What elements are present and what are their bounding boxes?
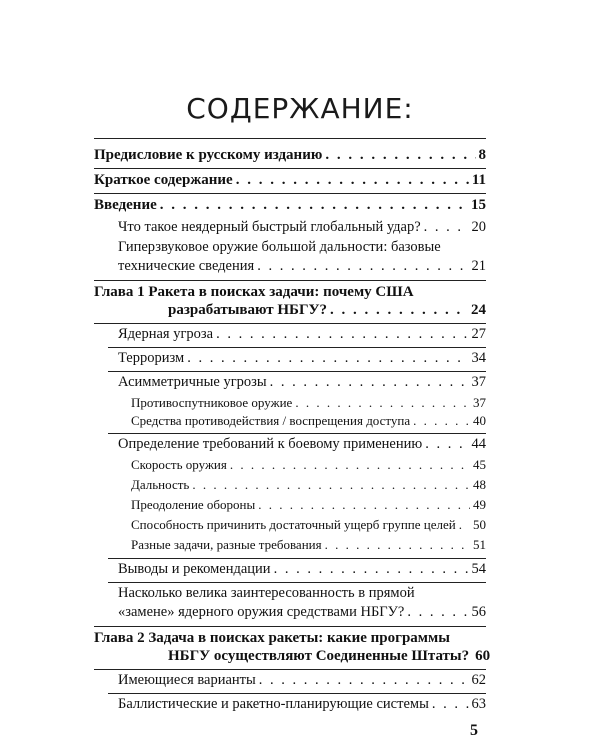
toc-entry-options[interactable]	[118, 672, 486, 689]
toc-entry-text: Что такое неядерный быстрый глобальный удар?	[118, 219, 421, 235]
toc-entry-asat[interactable]	[131, 395, 486, 411]
toc-entry-text: НБГУ осуществляют Соединенные Штаты?	[168, 648, 470, 664]
toc-entry-chapter1[interactable]	[168, 302, 486, 319]
toc-entry-nuclear-threat[interactable]	[118, 326, 486, 343]
toc-entry-text: Терроризм	[118, 350, 185, 366]
toc-entry-text: Баллистические и ракетно-планирующие системы	[118, 696, 429, 712]
dot-leader	[259, 672, 469, 689]
separator	[108, 347, 486, 348]
toc-entry-text: Выводы и рекомендации	[118, 561, 271, 577]
toc-entry-text: Средства противодействия / воспрещения доступа	[131, 413, 411, 428]
toc-entry-speed[interactable]	[131, 457, 486, 473]
separator	[108, 693, 486, 694]
toc-entry-text: Имеющиеся варианты	[118, 672, 256, 688]
toc-chapter1-line1[interactable]: Глава 1 Ракета в поисках задачи: почему США	[94, 284, 414, 300]
dot-leader	[459, 517, 470, 533]
toc-entry-text: «замене» ядерного оружия средствами НБГУ?	[118, 604, 405, 620]
toc-entry-different-tasks[interactable]	[131, 537, 486, 553]
toc-entry-page: 49	[473, 497, 486, 512]
toc-entry-chapter2[interactable]	[168, 648, 491, 665]
toc-entry-text: Противоспутниковое оружие	[131, 395, 293, 410]
toc-entry-text: Предисловие к русскому изданию	[94, 147, 323, 163]
toc-entry-page: 63	[471, 696, 486, 712]
toc-entry-text: Разные задачи, разные требования	[131, 537, 322, 552]
toc-entry-damage[interactable]	[131, 517, 486, 533]
toc-entry-page: 48	[473, 477, 486, 492]
dot-leader	[330, 302, 468, 319]
dot-leader	[274, 561, 469, 578]
toc-entry-ballistic[interactable]	[118, 696, 486, 713]
toc-entry-replacement-line1[interactable]: Насколько велика заинтересованность в прямой	[118, 585, 415, 601]
separator	[94, 626, 486, 627]
dot-leader	[230, 457, 470, 473]
toc-entry-page: 34	[471, 350, 486, 366]
toc-chapter2-line1[interactable]: Глава 2 Задача в поисках ракеты: какие программы	[94, 630, 450, 646]
dot-leader	[187, 350, 468, 367]
toc-entry-text: Асимметричные угрозы	[118, 374, 267, 390]
separator	[108, 371, 486, 372]
separator	[94, 323, 486, 324]
toc-entry-page: 15	[471, 197, 486, 213]
toc-entry-page: 20	[471, 219, 486, 235]
dot-leader	[257, 258, 468, 275]
dot-leader	[413, 413, 470, 429]
toc-entry-page: 45	[473, 457, 486, 472]
page-number: 5	[470, 722, 478, 739]
toc-entry-page: 27	[471, 326, 486, 342]
dot-leader	[270, 374, 469, 391]
dot-leader	[424, 219, 469, 236]
toc-entry-page: 51	[473, 537, 486, 552]
toc-entry-hypersonic-line1[interactable]: Гиперзвуковое оружие большой дальности: базовые	[118, 239, 441, 255]
dot-leader	[407, 604, 468, 621]
toc-entry-page: 60	[475, 648, 491, 664]
toc-entry-introduction[interactable]	[94, 197, 486, 214]
toc-entry-text: Введение	[94, 197, 157, 213]
toc-entry-page: 40	[473, 413, 486, 428]
dot-leader	[160, 197, 468, 214]
separator	[94, 168, 486, 169]
toc-entry-page: 62	[471, 672, 486, 688]
toc-entry-text: Ядерная угроза	[118, 326, 214, 342]
toc-entry-page: 11	[471, 172, 486, 188]
dot-leader	[425, 436, 468, 453]
separator	[108, 433, 486, 434]
dot-leader	[325, 537, 470, 553]
toc-entry-page: 44	[471, 436, 486, 452]
toc-entry-text: Краткое содержание	[94, 172, 233, 188]
toc-entry-text: Скорость оружия	[131, 457, 227, 472]
toc-entry-page: 37	[471, 374, 486, 390]
toc-entry-cpgs[interactable]	[118, 219, 486, 236]
toc-entry-text: разрабатывают НБГУ?	[168, 302, 328, 318]
toc-entry-page: 37	[473, 395, 486, 410]
toc-entry-a2ad[interactable]	[131, 413, 486, 429]
dot-leader	[192, 477, 470, 493]
dot-leader	[236, 172, 469, 189]
toc-entry-conclusions[interactable]	[118, 561, 486, 578]
toc-entry-text: Способность причинить достаточный ущерб группе целей	[131, 517, 456, 532]
separator	[94, 669, 486, 670]
toc-entry-text: Дальность	[131, 477, 190, 492]
toc-entry-terrorism[interactable]	[118, 350, 486, 367]
dot-leader	[258, 497, 470, 513]
toc-entry-summary[interactable]	[94, 172, 486, 189]
toc-entry-range[interactable]	[131, 477, 486, 493]
toc-entry-page: 24	[471, 302, 486, 318]
toc-entry-penetration[interactable]	[131, 497, 486, 513]
toc-entry-page: 50	[473, 517, 486, 532]
dot-leader	[325, 147, 475, 164]
separator	[108, 558, 486, 559]
toc-entry-requirements[interactable]	[118, 436, 486, 453]
title-divider	[94, 138, 486, 139]
toc-entry-hypersonic[interactable]	[118, 258, 486, 275]
toc-entry-replacement[interactable]	[118, 604, 486, 621]
toc-entry-page: 8	[478, 147, 486, 163]
dot-leader	[216, 326, 468, 343]
page-title: СОДЕРЖАНИЕ:	[186, 92, 414, 125]
dot-leader	[432, 696, 469, 713]
toc-entry-page: 56	[471, 604, 486, 620]
toc-entry-preface[interactable]	[94, 147, 486, 164]
toc-entry-page: 21	[471, 258, 486, 274]
toc-entry-asymmetric[interactable]	[118, 374, 486, 391]
toc-entry-text: Преодоление обороны	[131, 497, 256, 512]
separator	[108, 582, 486, 583]
separator	[94, 193, 486, 194]
toc-entry-text: Определение требований к боевому применению	[118, 436, 423, 452]
dot-leader	[295, 395, 470, 411]
separator	[94, 280, 486, 281]
toc-entry-text: технические сведения	[118, 258, 255, 274]
toc-entry-page: 54	[471, 561, 486, 577]
